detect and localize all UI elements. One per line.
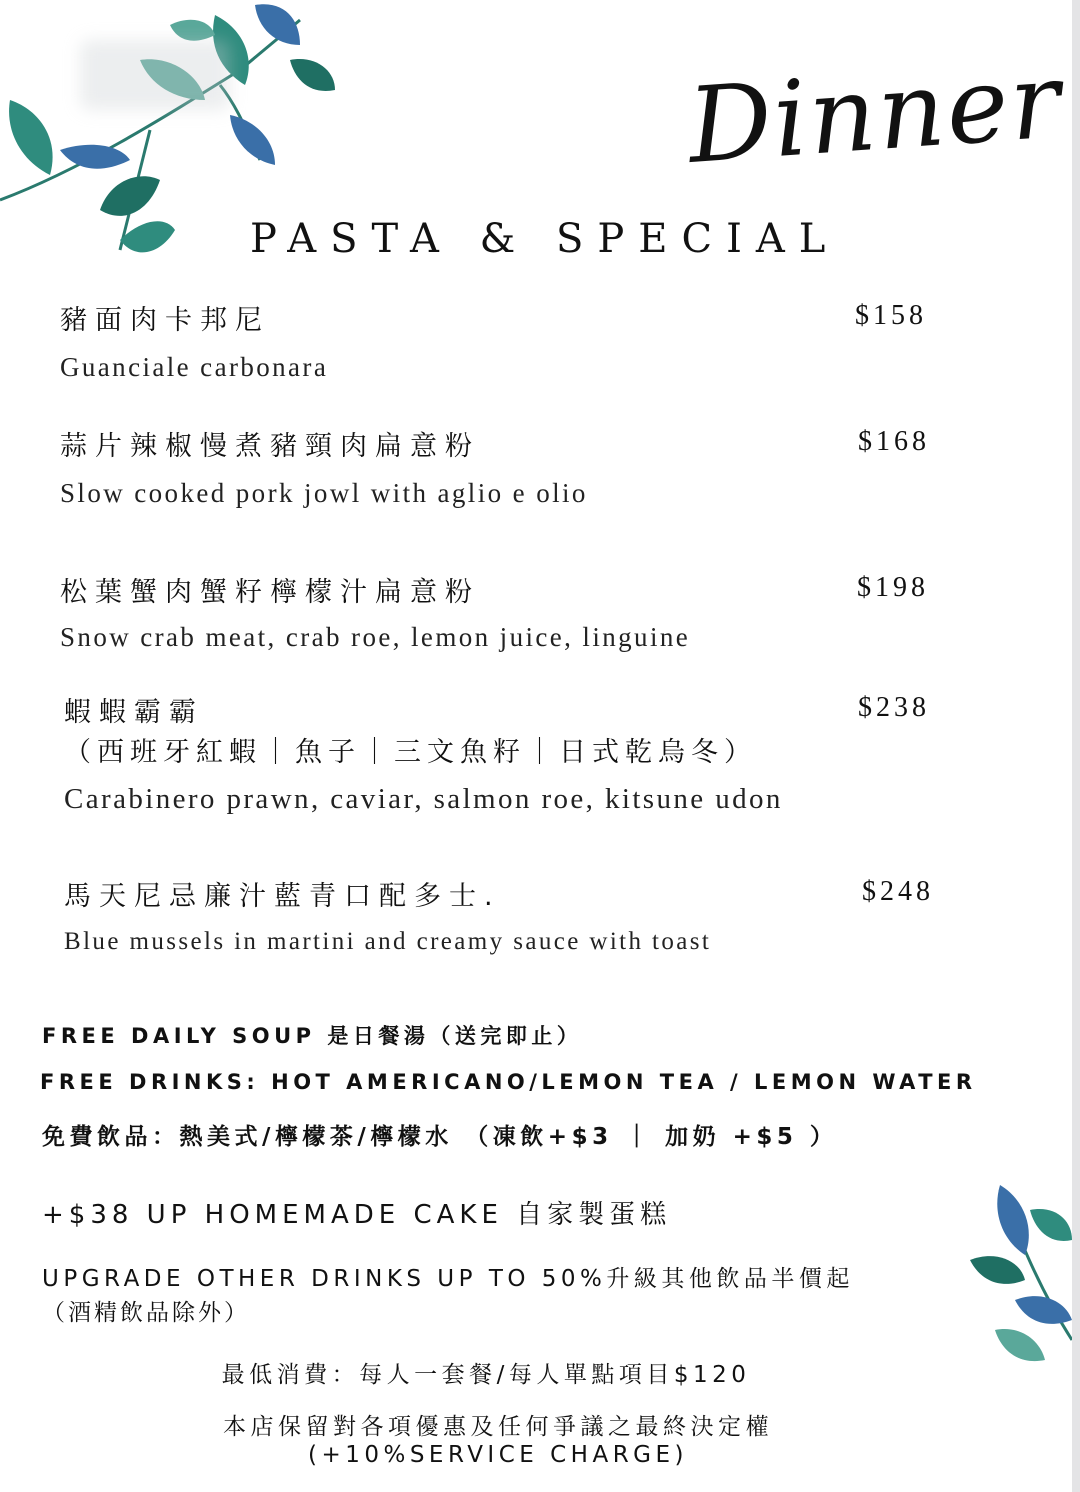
right-edge-strip (1072, 0, 1080, 1492)
menu-item-4-zh-sub: （西班牙紅蝦｜魚子｜三文魚籽｜日式乾烏冬） (64, 737, 757, 768)
service-charge-note: (+10%SERVICE CHARGE) (307, 1442, 689, 1468)
menu-item-1-zh: 豬面肉卡邦尼 (60, 305, 270, 336)
homemade-cake-note: +$38 UP HOMEMADE CAKE 自家製蛋糕 (42, 1200, 672, 1230)
free-soup-note: FREE DAILY SOUP 是日餐湯（送完即止） (42, 1024, 583, 1048)
menu-item-1-price: $158 (855, 300, 927, 331)
menu-item-3-price: $198 (857, 572, 929, 603)
free-drinks-zh-note: 免費飲品：熱美式/檸檬茶/檸檬水 （凍飲+$3 ｜ 加奶 +$5 ） (42, 1124, 838, 1150)
menu-item-4-zh: 蝦蝦霸霸 (64, 697, 204, 728)
upgrade-exclusion-note: （酒精飲品除外） (42, 1300, 250, 1326)
menu-item-4-en: Carabinero prawn, caviar, salmon roe, kitsune udon (64, 783, 783, 815)
final-decision-note: 本店保留對各項優惠及任何爭議之最終決定權 (223, 1414, 773, 1440)
menu-item-2-en: Slow cooked pork jowl with aglio e olio (60, 478, 588, 508)
upgrade-drinks-note: UPGRADE OTHER DRINKS UP TO 50%升級其他飲品半價起 (42, 1266, 854, 1292)
menu-item-2-price: $168 (858, 426, 930, 457)
free-drinks-en-note: FREE DRINKS: HOT AMERICANO/LEMON TEA / LEMON WATER (40, 1070, 977, 1094)
menu-item-3-zh: 松葉蟹肉蟹籽檸檬汁扁意粉 (60, 577, 480, 608)
menu-item-4-price: $238 (858, 692, 930, 723)
menu-item-5-zh: 馬天尼忌廉汁藍青口配多士. (64, 881, 501, 912)
menu-item-1-en: Guanciale carbonara (60, 352, 329, 382)
menu-item-2-zh: 蒜片辣椒慢煮豬頸肉扁意粉 (60, 431, 480, 462)
section-title: PASTA & SPECIAL (250, 216, 840, 262)
menu-item-5-price: $248 (862, 876, 934, 907)
leaf-branch-bottom-right-icon (960, 1180, 1072, 1380)
menu-item-3-en: Snow crab meat, crab roe, lemon juice, linguine (60, 622, 691, 652)
blurred-watermark (80, 40, 230, 110)
dinner-script-title: Dinner (684, 39, 1066, 187)
menu-item-5-en: Blue mussels in martini and creamy sauce with toast (64, 928, 712, 955)
minimum-charge-note: 最低消費：每人一套餐/每人單點項目$120 (221, 1362, 751, 1388)
